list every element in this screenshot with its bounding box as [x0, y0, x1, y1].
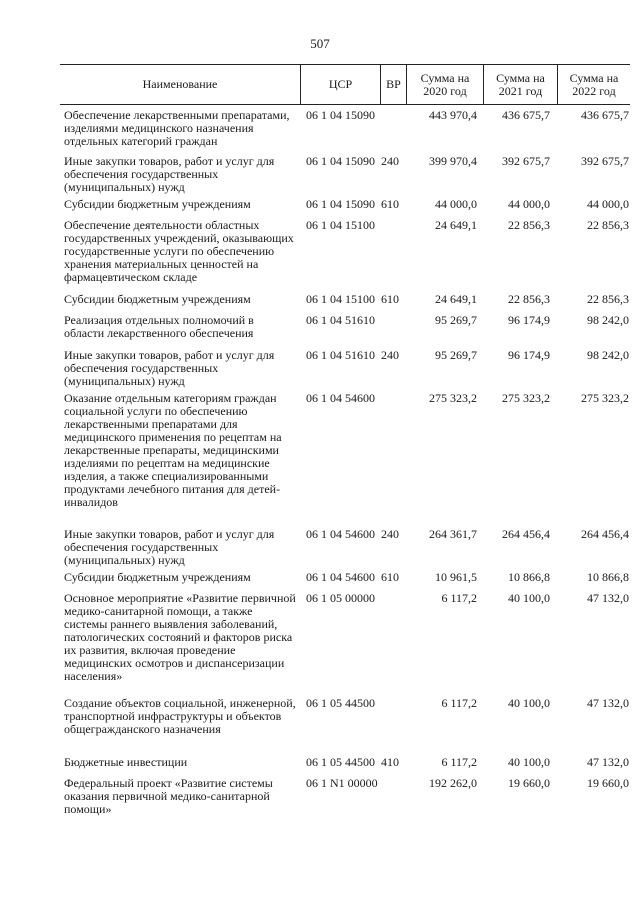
- row-sum-2021: 275 323,2: [502, 391, 550, 405]
- row-sum-2022: 22 856,3: [587, 292, 629, 306]
- row-sum-2022: 44 000,0: [587, 197, 629, 211]
- header-name: Наименование: [142, 77, 218, 91]
- row-sum-2021: 40 100,0: [508, 591, 550, 605]
- row-name: Иные закупки товаров, работ и услуг для обеспечения государственных (муниципальных) нужд: [64, 154, 275, 194]
- row-vr: 240: [381, 527, 399, 541]
- row-sum-2020: 6 117,2: [441, 755, 477, 769]
- row-sum-2021: 264 456,4: [502, 527, 550, 541]
- row-name: Субсидии бюджетным учреждениям: [64, 570, 251, 584]
- row-name: Оказание отдельным категориям граждан социальной услуги по обеспечению лекарственными препаратами для медицинского применения по рецептам на лекарственные препараты, медицинскими изделиями по рецептам на медицинские изделия, а также специализированными продуктами лечебного питания для детей-инвалидов: [64, 391, 282, 509]
- row-name: Реализация отдельных полномочий в области лекарственного обеспечения: [64, 313, 254, 340]
- row-sum-2021: 96 174,9: [508, 348, 550, 362]
- row-sum-2022: 19 660,0: [587, 776, 629, 790]
- row-sum-2022: 392 675,7: [581, 154, 629, 168]
- row-sum-2020: 6 117,2: [441, 591, 477, 605]
- row-name: Иные закупки товаров, работ и услуг для обеспечения государственных (муниципальных) нужд: [64, 348, 275, 388]
- row-vr: 610: [381, 197, 399, 211]
- row-sum-2020: 264 361,7: [429, 527, 477, 541]
- row-csr: 06 1 N1 00000: [306, 776, 378, 790]
- row-csr: 06 1 04 51610: [306, 348, 375, 362]
- row-csr: 06 1 04 54600: [306, 527, 375, 541]
- row-sum-2020: 6 117,2: [441, 696, 477, 710]
- row-vr: 610: [381, 570, 399, 584]
- row-sum-2022: 47 132,0: [587, 591, 629, 605]
- header-sum-2020: Сумма на 2020 год: [406, 65, 483, 104]
- row-sum-2022: 22 856,3: [587, 218, 629, 232]
- row-sum-2022: 10 866,8: [587, 570, 629, 584]
- row-csr: 06 1 04 15100: [306, 292, 375, 306]
- row-name: Субсидии бюджетным учреждениям: [64, 197, 251, 211]
- row-sum-2022: 47 132,0: [587, 696, 629, 710]
- row-sum-2020: 275 323,2: [429, 391, 477, 405]
- row-csr: 06 1 05 44500: [306, 696, 375, 710]
- row-name: Федеральный проект «Развитие системы оказания первичной медико-санитарной помощи»: [64, 776, 273, 816]
- row-vr: 240: [381, 154, 399, 168]
- row-sum-2021: 392 675,7: [502, 154, 550, 168]
- row-sum-2020: 443 970,4: [429, 108, 477, 122]
- row-sum-2021: 40 100,0: [508, 755, 550, 769]
- row-sum-2022: 47 132,0: [587, 755, 629, 769]
- row-vr: 410: [381, 755, 399, 769]
- row-sum-2021: 19 660,0: [508, 776, 550, 790]
- row-sum-2021: 40 100,0: [508, 696, 550, 710]
- row-name: Субсидии бюджетным учреждениям: [64, 292, 251, 306]
- row-sum-2020: 95 269,7: [435, 348, 477, 362]
- row-sum-2021: 96 174,9: [508, 313, 550, 327]
- row-vr: 610: [381, 292, 399, 306]
- row-csr: 06 1 04 54600: [306, 391, 375, 405]
- row-sum-2020: 44 000,0: [435, 197, 477, 211]
- row-sum-2020: 95 269,7: [435, 313, 477, 327]
- row-sum-2021: 22 856,3: [508, 218, 550, 232]
- row-sum-2021: 44 000,0: [508, 197, 550, 211]
- row-sum-2021: 10 866,8: [508, 570, 550, 584]
- row-sum-2020: 24 649,1: [435, 218, 477, 232]
- row-sum-2022: 98 242,0: [587, 348, 629, 362]
- row-name: Бюджетные инвестиции: [64, 755, 188, 769]
- row-vr: 240: [381, 348, 399, 362]
- header-vr: ВР: [380, 65, 406, 104]
- row-sum-2022: 98 242,0: [587, 313, 629, 327]
- row-sum-2022: 275 323,2: [581, 391, 629, 405]
- row-csr: 06 1 04 15100: [306, 218, 375, 232]
- row-csr: 06 1 04 54600: [306, 570, 375, 584]
- table-header: [60, 64, 630, 105]
- header-sum-2022: Сумма на 2022 год: [557, 65, 630, 104]
- row-name: Обеспечение лекарственными препаратами, изделиями медицинского назначения отдельных категорий граждан: [64, 108, 290, 148]
- row-sum-2022: 436 675,7: [581, 108, 629, 122]
- row-sum-2021: 22 856,3: [508, 292, 550, 306]
- row-name: Обеспечение деятельности областных государственных учреждений, оказывающих государственные услуги по обеспечению хранения материальных ценностей на фармацевтическом складе: [64, 218, 294, 284]
- header-csr: ЦСР: [300, 65, 380, 104]
- row-sum-2020: 24 649,1: [435, 292, 477, 306]
- row-csr: 06 1 04 15090: [306, 108, 375, 122]
- row-sum-2020: 192 262,0: [429, 776, 477, 790]
- row-csr: 06 1 05 00000: [306, 591, 375, 605]
- row-csr: 06 1 04 15090: [306, 154, 375, 168]
- row-name: Иные закупки товаров, работ и услуг для обеспечения государственных (муниципальных) нужд: [64, 527, 275, 567]
- header-sum-2021: Сумма на 2021 год: [483, 65, 557, 104]
- row-sum-2021: 436 675,7: [502, 108, 550, 122]
- row-sum-2020: 399 970,4: [429, 154, 477, 168]
- row-csr: 06 1 04 15090: [306, 197, 375, 211]
- row-sum-2020: 10 961,5: [435, 570, 477, 584]
- row-sum-2022: 264 456,4: [581, 527, 629, 541]
- page-number: 507: [310, 36, 330, 51]
- row-name: Создание объектов социальной, инженерной, транспортной инфраструктуры и объектов общегражданского назначения: [64, 696, 296, 736]
- row-name: Основное мероприятие «Развитие первичной медико-санитарной помощи, а также системы раннего выявления заболеваний, патологических состояний и факторов риска их развития, включая проведение медицинских осмотров и диспансеризации населения»: [64, 591, 296, 683]
- row-csr: 06 1 04 51610: [306, 313, 375, 327]
- row-csr: 06 1 05 44500: [306, 755, 375, 769]
